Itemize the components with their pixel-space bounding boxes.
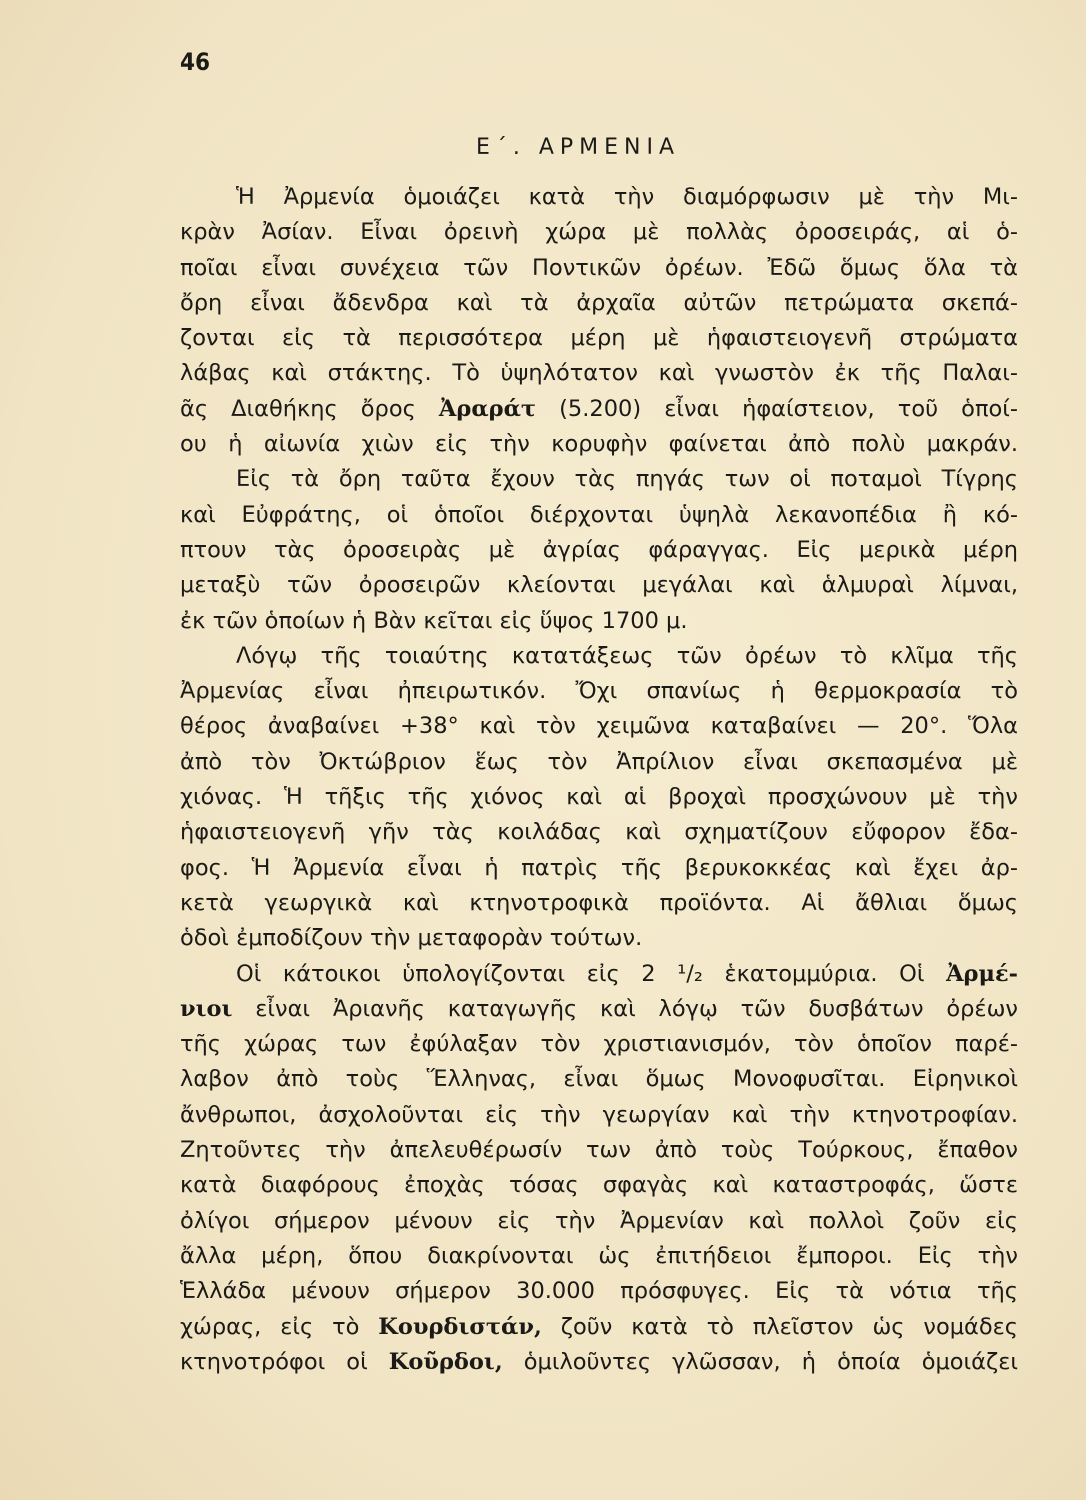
- text-segment: θέρος ἀναβαίνει +38° καὶ τὸν χειμῶνα καταβαίνει — 20°. Ὅλα: [180, 713, 1018, 740]
- text-segment: Οἱ κάτοικοι ὑπολογίζονται εἰς 2 ¹/₂ ἑκατομμύρια. Οἱ: [236, 960, 947, 987]
- text-segment: λάβας καὶ στάκτης. Τὸ ὑψηλότατον καὶ γνωστὸν ἐκ τῆς Παλαι-: [180, 360, 1018, 387]
- text-segment: ὄρη εἶναι ἄδενδρα καὶ τὰ ἀρχαῖα αὐτῶν πετρώματα σκεπά-: [180, 289, 1018, 316]
- text-segment: ου ἡ αἰωνία χιὼν εἰς τὴν κορυφὴν φαίνεται ἀπὸ πολὺ μακράν.: [180, 431, 1018, 458]
- text-segment: Ζητοῦντες τὴν ἀπελευθέρωσίν των ἀπὸ τοὺς Τούρκους, ἔπαθον: [180, 1137, 1018, 1164]
- text-line: [180, 1027, 1018, 1062]
- text-segment: χιόνας. Ἡ τῆξις τῆς χιόνος καὶ αἱ βροχαὶ προσχώνουν μὲ τὴν: [180, 784, 1018, 811]
- text-line: [180, 286, 1018, 321]
- text-segment: ὁμιλοῦντες γλῶσσαν, ἡ ὁποία ὁμοιάζει: [502, 1348, 1019, 1375]
- text-line: [180, 1062, 1018, 1097]
- text-segment: κετὰ γεωργικὰ καὶ κτηνοτροφικὰ προϊόντα. Αἱ ἄθλιαι ὅμως: [180, 889, 1018, 916]
- text-line: [180, 251, 1018, 286]
- text-segment: κατὰ διαφόρους ἐποχὰς τόσας σφαγὰς καὶ καταστροφάς, ὥστε: [180, 1172, 1018, 1199]
- text-line: [180, 957, 1018, 992]
- text-line: [180, 180, 1018, 215]
- text-line: [180, 1274, 1018, 1309]
- text-segment: ποῖαι εἶναι συνέχεια τῶν Ποντικῶν ὀρέων. Ἐδῶ ὅμως ὅλα τὰ: [180, 254, 1018, 281]
- text-segment: τῆς χώρας των ἐφύλαξαν τὸν χριστιανισμόν, τὸν ὁποῖον παρέ-: [180, 1031, 1018, 1058]
- bold-term: Κοῦρδοι,: [388, 1348, 503, 1375]
- text-line: [180, 392, 1018, 427]
- text-segment: πτουν τὰς ὀροσειρὰς μὲ ἀγρίας φάραγγας. Εἰς μερικὰ μέρη: [180, 536, 1018, 563]
- text-line: [180, 674, 1018, 709]
- page-number: 46: [180, 48, 211, 76]
- text-segment: ἐκ τῶν ὁποίων ἡ Βὰν κεῖται εἰς ὕψος 1700 μ.: [180, 607, 688, 634]
- text-segment: Ἑλλάδα μένουν σήμερον 30.000 πρόσφυγες. Εἰς τὰ νότια τῆς: [180, 1278, 1018, 1305]
- text-line: [180, 745, 1018, 780]
- text-line: [180, 1133, 1018, 1168]
- text-segment: ᾶς Διαθήκης ὄρος: [180, 395, 439, 422]
- text-segment: φος. Ἡ Ἀρμενία εἶναι ἡ πατρὶς τῆς βερυκοκκέας καὶ ἔχει ἀρ-: [180, 854, 1018, 881]
- text-segment: Ἀρμενίας εἶναι ἠπειρωτικόν. Ὄχι σπανίως ἡ θερμοκρασία τὸ: [180, 678, 1018, 705]
- text-line: [180, 992, 1018, 1027]
- text-line: [180, 639, 1018, 674]
- text-segment: ἄλλα μέρη, ὅπου διακρίνονται ὡς ἐπιτήδειοι ἔμποροι. Εἰς τὴν: [180, 1242, 1018, 1269]
- bold-term: νιοι: [180, 995, 233, 1022]
- text-line: [180, 886, 1018, 921]
- text-segment: Ἡ Ἀρμενία ὁμοιάζει κατὰ τὴν διαμόρφωσιν μὲ τὴν Μι-: [236, 184, 1018, 210]
- text-segment: (5.200) εἶναι ἡφαίστειον, τοῦ ὁποί-: [536, 395, 1018, 422]
- text-segment: ζοῦν κατὰ τὸ πλεῖστον ὡς νομάδες: [541, 1313, 1019, 1340]
- text-segment: λαβον ἀπὸ τοὺς Ἕλληνας, εἶναι ὅμως Μονοφυσῖται. Εἰρηνικοὶ: [180, 1066, 1018, 1093]
- chapter-title: Ε΄. ΑΡΜΕΝΙΑ: [475, 135, 681, 160]
- text-line: [180, 498, 1018, 533]
- text-segment: κρὰν Ἀσίαν. Εἶναι ὀρεινὴ χώρα μὲ πολλὰς ὀροσειράς, αἱ ὁ-: [180, 219, 1018, 246]
- text-segment: ἄνθρωποι, ἀσχολοῦνται εἰς τὴν γεωργίαν καὶ τὴν κτηνοτροφίαν.: [180, 1101, 1018, 1128]
- text-line: [180, 709, 1018, 744]
- text-line: [180, 1345, 1018, 1380]
- text-line: [180, 1204, 1018, 1239]
- text-segment: ὁδοὶ ἐμποδίζουν τὴν μεταφορὰν τούτων.: [180, 925, 643, 952]
- text-segment: Λόγῳ τῆς τοιαύτης κατατάξεως τῶν ὀρέων τὸ κλῖμα τῆς: [236, 642, 1018, 669]
- text-line: [180, 815, 1018, 850]
- text-line: [180, 851, 1018, 886]
- text-line: [180, 427, 1018, 462]
- text-line: [180, 462, 1018, 497]
- bold-term: Κουρδιστάν,: [378, 1313, 542, 1340]
- bold-term: Ἀραράτ: [438, 395, 537, 422]
- text-segment: κτηνοτρόφοι οἱ: [180, 1348, 389, 1375]
- body-text: [180, 180, 1018, 1380]
- text-line: [180, 533, 1018, 568]
- text-line: [180, 321, 1018, 356]
- text-line: [180, 1310, 1018, 1345]
- text-line: [180, 356, 1018, 391]
- text-line: [180, 780, 1018, 815]
- text-segment: Εἰς τὰ ὄρη ταῦτα ἔχουν τὰς πηγάς των οἱ ποταμοὶ Τίγρης: [236, 466, 1018, 493]
- text-segment: ὀλίγοι σήμερον μένουν εἰς τὴν Ἀρμενίαν καὶ πολλοὶ ζοῦν εἰς: [180, 1207, 1018, 1234]
- text-segment: χώρας, εἰς τὸ: [180, 1313, 379, 1340]
- text-line: [180, 1168, 1018, 1203]
- text-segment: εἶναι Ἀριανῆς καταγωγῆς καὶ λόγῳ τῶν δυσβάτων ὀρέων: [232, 995, 1018, 1022]
- text-line: [180, 1239, 1018, 1274]
- text-line: [180, 215, 1018, 250]
- text-line: [180, 921, 1018, 956]
- bold-term: Ἀρμέ-: [946, 960, 1018, 987]
- text-line: [180, 1098, 1018, 1133]
- text-line: [180, 604, 1018, 639]
- text-line: [180, 568, 1018, 603]
- text-segment: ζονται εἰς τὰ περισσότερα μέρη μὲ ἡφαιστειογενῆ στρώματα: [180, 325, 1018, 352]
- text-segment: μεταξὺ τῶν ὀροσειρῶν κλείονται μεγάλαι καὶ ἁλμυραὶ λίμναι,: [180, 572, 1018, 599]
- text-segment: καὶ Εὐφράτης, οἱ ὁποῖοι διέρχονται ὑψηλὰ λεκανοπέδια ἢ κό-: [180, 501, 1018, 528]
- text-segment: ἡφαιστειογενῆ γῆν τὰς κοιλάδας καὶ σχηματίζουν εὔφορον ἔδα-: [180, 819, 1018, 846]
- text-segment: ἀπὸ τὸν Ὀκτώβριον ἕως τὸν Ἀπρίλιον εἶναι σκεπασμένα μὲ: [180, 748, 1018, 775]
